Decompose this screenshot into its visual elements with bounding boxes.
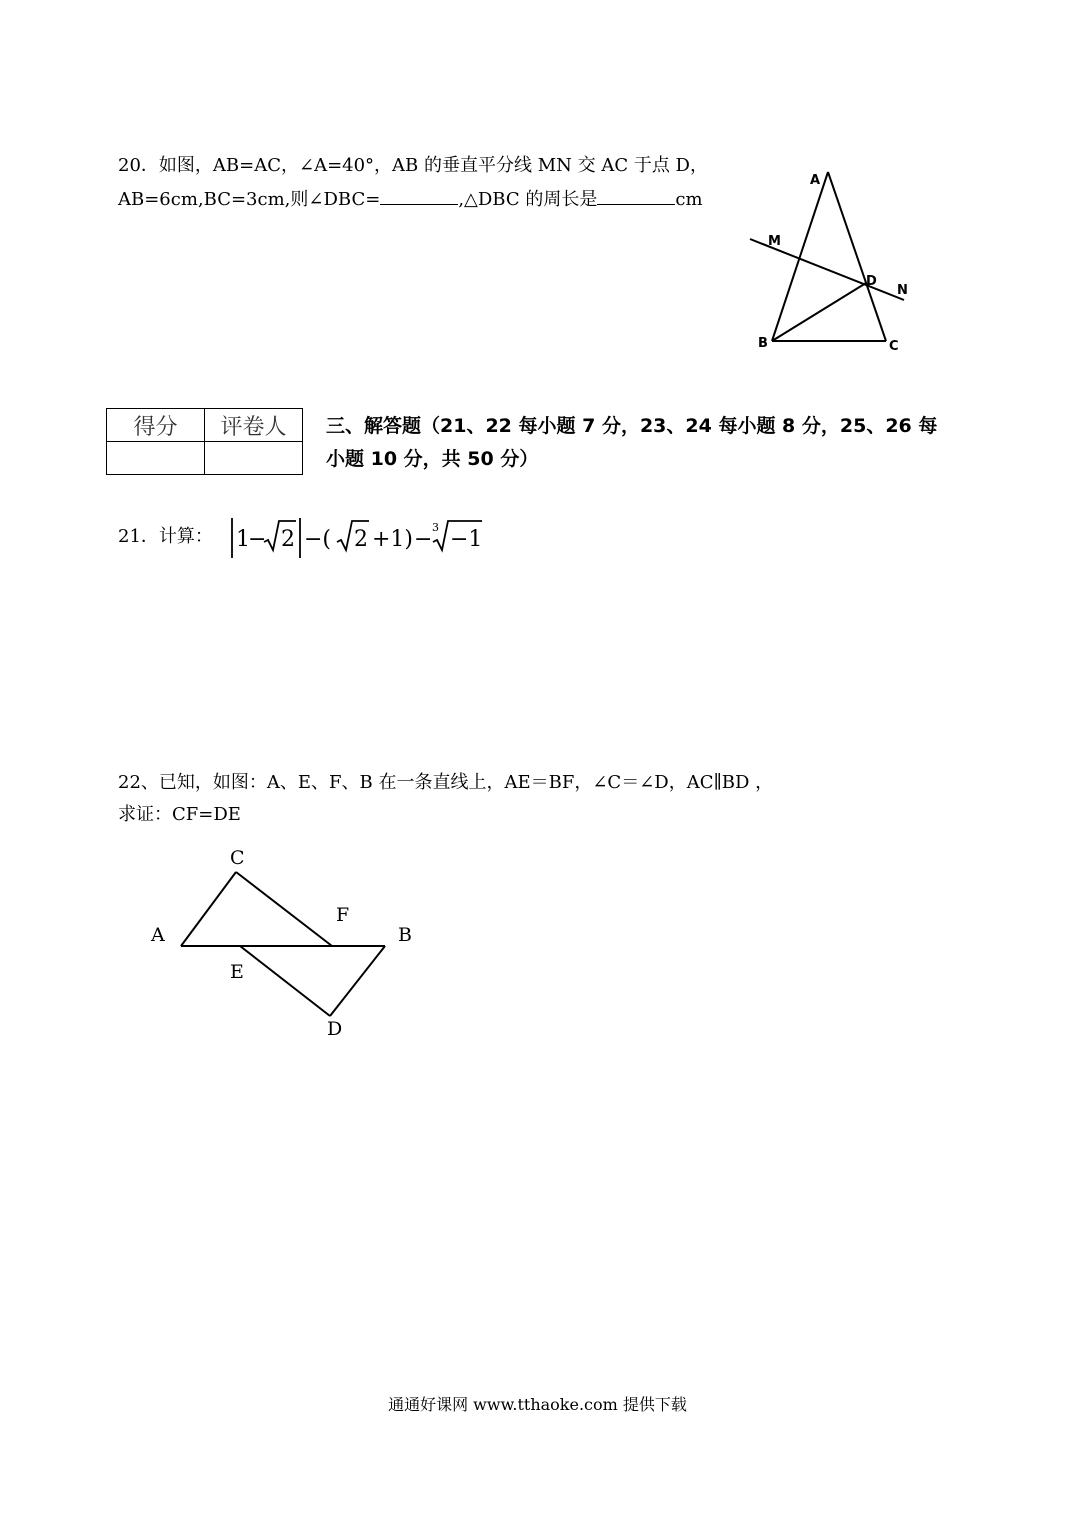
cube-index: 3 [432,521,439,534]
label-a: A [810,173,821,188]
q22-figure [140,840,440,1050]
q21-two-a: 2 [281,527,295,552]
segment-cf [236,872,332,946]
label-n: N [897,283,908,298]
segment-ab [772,172,828,341]
score-cell[interactable] [107,442,205,475]
q22-line1: 22、已知，如图：A、E、F、B 在一条直线上，AE＝BF，∠C＝∠D，AC∥BD ， [118,772,774,793]
q21-expression [226,514,496,562]
segment-ac [828,172,886,341]
segment-ac [181,872,236,946]
q21-open-paren: −( [304,527,332,552]
reviewer-cell[interactable] [205,442,303,475]
label-c: C [230,847,245,869]
label-e: E [230,961,244,983]
q20-line1: 20．如图，AB=AC，∠A=40°，AB 的垂直平分线 MN 交 AC 于点 D， [118,155,708,176]
q21-one: 1 [236,527,250,552]
q21-plus-one: +1) [372,527,414,552]
q21-prefix: 21．计算： [118,526,213,547]
q22-line2: 求证：CF=DE [118,804,241,825]
segment-bd [772,283,866,341]
answer-blank-angle[interactable] [380,188,458,205]
q20-text-b: ,△DBC 的周长是 [458,189,598,210]
footer-text: 通通好课网 www.tthaoke.com 提供下载 [388,1395,687,1414]
q21-minus-b: − [414,527,433,552]
label-d: D [866,274,877,289]
score-header: 得分 [107,409,205,442]
score-table [106,408,303,475]
label-b: B [398,924,412,946]
reviewer-header: 评卷人 [205,409,303,442]
label-f: F [336,904,350,926]
q21-neg-one: −1 [450,527,483,552]
label-b: B [758,336,768,351]
q21-minus: − [248,527,267,552]
label-c: C [889,339,899,354]
segment-ed [240,946,330,1016]
q20-text-c: cm [675,189,703,210]
section-3-title: 三、解答题（21、22 每小题 7 分，23、24 每小题 8 分，25、26 每小题 10 分，共 50 分） [326,415,938,470]
segment-bd [330,946,385,1016]
q20-text-a: AB=6cm,BC=3cm,则∠DBC= [118,189,381,210]
q20-line2 [118,188,703,211]
answer-blank-perimeter[interactable] [597,188,675,205]
q21-two-b: 2 [354,527,368,552]
label-m: M [768,234,781,249]
q20-triangle-figure [740,160,980,360]
label-a: A [151,924,165,946]
label-d: D [327,1018,343,1040]
